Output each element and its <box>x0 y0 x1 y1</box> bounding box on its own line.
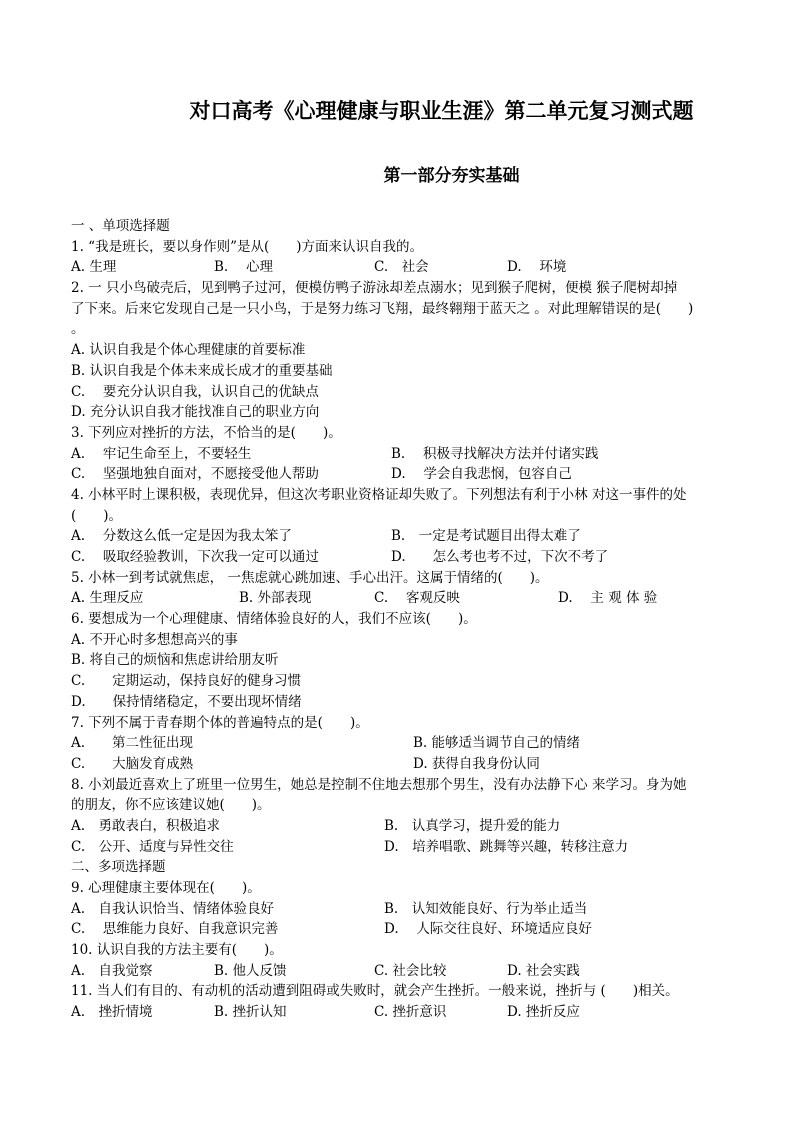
answer-option: C. 大脑发育成熟 <box>71 755 194 772</box>
option-row <box>71 588 793 609</box>
answer-option: C. 思维能力良好、自我意识完善 <box>71 921 279 938</box>
text-line: 3. 下列应对挫折的方法，不恰当的是( )。 <box>71 424 342 441</box>
answer-option: B. 一定是考试题目出得太难了 <box>391 528 581 545</box>
text-line: 4. 小林平时上课积极，表现优异，但这次考职业资格证却失败了。下列想法有利于小林 对这一事件的处 <box>71 486 687 503</box>
text-line: 9. 心理健康主要体现在( )。 <box>71 880 261 896</box>
option-row <box>71 1002 793 1023</box>
option-row <box>71 547 793 568</box>
text-line: 11. 当人们有目的、有动机的活动遭到阻碍或失败时，就会产生挫折。一般来说，挫折与 ( )相关。 <box>71 983 679 1000</box>
answer-option: A. 挫折情境 <box>71 1004 153 1021</box>
answer-option: C. 坚强地独自面对，不愿接受他人帮助 <box>71 466 319 483</box>
option-row <box>71 961 793 982</box>
text-line: 了下来。后来它发现自己是一只小鸟，于是努力练习飞翔，最终翱翔于蓝天之 。对此理解错误的是( ) <box>71 300 694 317</box>
option-row <box>71 444 793 465</box>
answer-option: B. 认知效能良好、行为举止适当 <box>384 900 588 917</box>
answer-option: C. 社会 <box>374 259 429 276</box>
text-line: 1. “我是班长，要以身作则”是从( )方面来认识自我的。 <box>71 238 424 255</box>
answer-option: C. 吸取经验教训，下次我一定可以通过 <box>71 549 319 565</box>
option-row <box>71 816 793 837</box>
text-line: B. 将自己的烦恼和焦虑讲给朋友听 <box>71 652 279 669</box>
answer-option: D. 培养唱歌、跳舞等兴趣，转移注意力 <box>384 838 629 855</box>
text-line: 二、多项选择题 <box>71 859 166 876</box>
text-line: 6. 要想成为一个心理健康、情绪体验良好的人，我们不应该( )。 <box>71 611 477 628</box>
text-line: 。 <box>71 321 85 338</box>
text-line: ( )。 <box>71 507 123 524</box>
answer-option: D. 挫折反应 <box>507 1004 580 1021</box>
answer-option: D. 获得自我身份认同 <box>413 755 540 772</box>
answer-option: D. 社会实践 <box>507 962 580 979</box>
answer-option: B. 心理 <box>214 259 274 276</box>
option-row <box>71 257 793 278</box>
answer-option: C. 公开、适度与异性交往 <box>71 838 234 855</box>
answer-option: D. 怎么考也考不过，下次不考了 <box>391 549 609 565</box>
text-line: B. 认识自我是个体未来成长成才的重要基础 <box>71 362 333 379</box>
answer-option: B. 认真学习，提升爱的能力 <box>384 817 561 834</box>
answer-option: D. 学会自我悲悯，包容自己 <box>391 466 572 483</box>
answer-option: A. 勇敢表白，积极追求 <box>71 817 221 834</box>
text-line: A. 认识自我是个体心理健康的首要标准 <box>71 342 306 359</box>
option-row <box>71 733 793 754</box>
text-line: 5. 小林一到考试就焦虑， 一焦虑就心跳加速、手心出汗。这属于情绪的( )。 <box>71 569 549 586</box>
answer-option: D. 主 观 体 验 <box>558 590 658 607</box>
text-line: 7. 下列不属于青春期个体的普遍特点的是( )。 <box>71 714 369 731</box>
part-title: 第一部分夯实基础 <box>383 166 520 186</box>
text-line: 的朋友，你不应该建议她( )。 <box>71 797 271 814</box>
answer-option: A. 第二性征出现 <box>71 735 194 752</box>
answer-option: A. 分数这么低一定是因为我太笨了 <box>71 528 292 545</box>
text-line: 10. 认识自我的方法主要有( )。 <box>71 942 283 959</box>
question-list <box>71 216 793 1023</box>
answer-option: D. 人际交往良好、环境适应良好 <box>384 921 592 938</box>
option-row <box>71 837 793 858</box>
answer-option: C. 社会比较 <box>374 962 447 979</box>
text-line: 8. 小刘最近喜欢上了班里一位男生，她总是控制不住地去想那个男生，没有办法静下心 来学习。身为她 <box>71 776 687 793</box>
text-line: D. 充分认识自我才能找准自己的职业方向 <box>71 404 320 421</box>
answer-option: A. 牢记生命至上，不要轻生 <box>71 445 252 462</box>
answer-option: A. 生理反应 <box>71 590 144 607</box>
answer-option: C. 客观反映 <box>374 590 460 607</box>
answer-option: A. 自我觉察 <box>71 962 153 979</box>
option-row <box>71 526 793 547</box>
text-line: D. 保持情绪稳定，不要出现坏情绪 <box>71 693 302 710</box>
option-row <box>71 899 793 920</box>
text-line: 2. 一 只小鸟破壳后，见到鸭子过河，便模仿鸭子游泳却差点溺水；见到猴子爬树，便模 猴子爬树却掉 <box>71 280 678 297</box>
answer-option: B. 他人反馈 <box>214 962 287 979</box>
text-line: A. 不开心时多想想高兴的事 <box>71 631 238 648</box>
answer-option: B. 挫折认知 <box>214 1004 287 1021</box>
answer-option: B. 能够适当调节自己的情绪 <box>413 735 581 752</box>
text-line: C. 要充分认识自我，认识自己的优缺点 <box>71 383 319 400</box>
option-row <box>71 754 793 775</box>
answer-option: B. 积极寻找解决方法并付诸实践 <box>391 445 599 462</box>
option-row <box>71 919 793 940</box>
option-row <box>71 464 793 485</box>
text-line: C. 定期运动，保持良好的健身习惯 <box>71 673 302 690</box>
answer-option: A. 自我认识恰当、情绪体验良好 <box>71 900 275 917</box>
answer-option: B. 外部表现 <box>239 590 312 607</box>
document-title: 对口高考《心理健康与职业生涯》第二单元复习测式题 <box>189 98 694 123</box>
answer-option: C. 挫折意识 <box>374 1004 447 1021</box>
answer-option: A. 生理 <box>71 259 117 276</box>
text-line: 一 、单项选择题 <box>71 218 170 234</box>
answer-option: D. 环境 <box>507 259 567 276</box>
